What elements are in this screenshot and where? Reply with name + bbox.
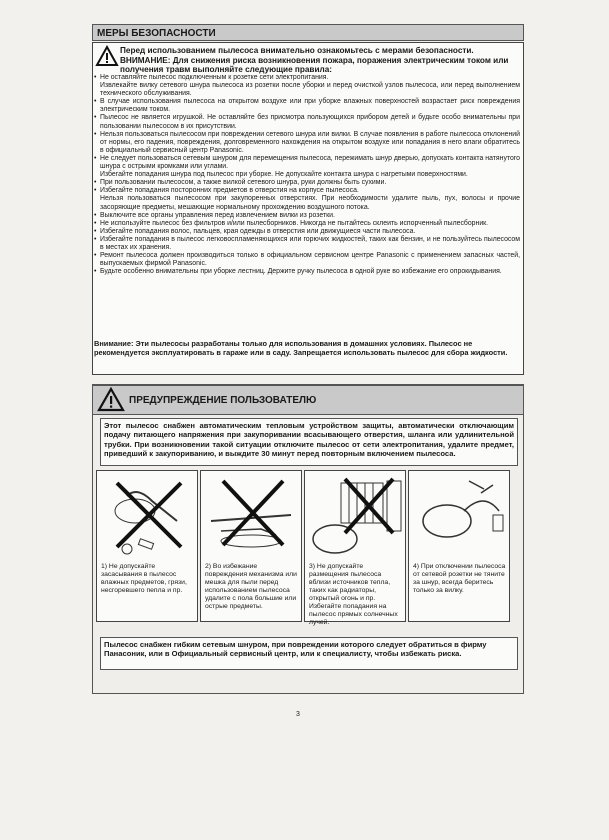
list-item: • Не оставляйте пылесос подключенным к розетке сети электропитания. Извлекайте вилку сетевого шнура пылесоса из розетки после уборки и перед очисткой узлов пылесоса, или перед выполнением технического обслуживания. [94,74,520,98]
crossed-out-heater-icon [305,471,407,561]
panel-caption: 4) При отключении пылесоса от сетевой розетки не тяните за шнур, всегда беритесь только за вилку. [413,563,506,594]
safety-section-title: МЕРЫ БЕЗОПАСНОСТИ [92,24,524,41]
crossed-out-suction-icon [97,471,199,561]
list-item: • Избегайте попадания посторонних предметов в отверстия на корпусе пылесоса. Нельзя пользоваться пылесосом при закупоренных отверстиях. При необходимости удалите пыль, пух, волосы и прочие засоряющие предметы, мешающие нормальному прохождению воздушного потока. [94,187,520,211]
warning-triangle-icon [96,46,118,66]
list-item: • Не используйте пылесос без фильтров и/или пылесборников. Никогда не пытайтесь склеить испорченный пылесборник. [94,220,520,228]
safety-intro-line: Перед использованием пылесоса внимательно ознакомьтесь с мерами безопасности. [120,46,474,55]
list-item: • Будьте особенно внимательны при уборке лестниц. Держите ручку пылесоса в одной руке во избежание его опрокидывания. [94,268,520,276]
crossed-out-sharp-objects-icon [201,471,303,561]
safety-note: Внимание: Эти пылесосы разработаны только для использования в домашних условиях. Пылесос не рекомендуется эксплуатировать в гараже или в саду. Запрещается использовать пылесос для сбора жидкости. [94,339,508,357]
safety-intro [120,46,520,75]
list-item: • Нельзя пользоваться пылесосом при повреждении сетевого шнура или вилки. В случае появления в работе пылесоса отклонений от нормы, его падения, повреждения, долговременного нахождения на открытом воздухе или попадания в него влаги обратитесь в официальный сервисный центр Panasonic. [94,131,520,155]
illustration-panel-1 [96,470,198,622]
list-item: • Избегайте попадания в пылесос легковоспламеняющихся или горючих жидкостей, таких как бензин, и не пользуйтесь пылесосом в местах их хранения. [94,236,520,252]
safety-rules-list [94,74,520,276]
thermal-warning-text: Этот пылесос снабжен автоматическим тепловым устройством защиты, автоматически отключающим подачу питающего напряжения при закупоривании всасывающего отверстия, шланга или удлинительной трубки. При возникновении такой ситуации отключите пылесос от сети электропитания, удалите предмет, приведший к закупориванию, и выждите 30 минут перед повторным включением пылесоса. [104,421,514,458]
warning-triangle-icon [98,388,124,411]
list-item: • В случае использования пылесоса на открытом воздухе или при уборке влажных поверхностей возрастает риск повреждения электрическим током. [94,98,520,114]
list-item: • Не следует пользоваться сетевым шнуром для перемещения пылесоса, пережимать шнур дверью, допускать контакта натянутого шнура с острыми кромками или углами. Избегайте попадания шнура под пылесос при уборке. Не допускайте контакта шнура с нагретыми поверхностями. [94,155,520,179]
list-item: • При пользовании пылесосом, а также вилкой сетевого шнура, руки должны быть сухими. [94,179,520,187]
list-item: • Пылесос не является игрушкой. Не оставляйте без присмотра пользующихся прибором детей и будьте особо внимательны при пользовании пылесосом в их присутствии. [94,114,520,130]
unplug-icon [409,471,511,561]
panel-caption: 1) Не допускайте засасывания в пылесос влажных предметов, грязи, несгоревшего пепла и пр. [101,563,187,594]
list-item: • Выключите все органы управления перед извлечением вилки из розетки. [94,212,520,220]
hose-note-text: Пылесос снабжен гибким сетевым шнуром, при повреждении которого следует обратиться в фирму Панасоник, или в Официальный сервисный центр, или к специалисту, чтобы избежать риска. [104,640,487,659]
illustration-panel-2 [200,470,302,622]
list-item: • Ремонт пылесоса должен производиться только в официальном сервисном центре Panasonic с применением запасных частей, выпускаемых фирмой Panasonic. [94,252,520,268]
illustration-panel-4 [408,470,510,622]
user-warning-title: ПРЕДУПРЕЖДЕНИЕ ПОЛЬЗОВАТЕЛЮ [92,385,524,415]
list-item: • Избегайте попадания волос, пальцев, края одежды в отверстия или движущиеся части пылесоса. [94,228,520,236]
panel-caption: 3) Не допускайте размещения пылесоса вблизи источников тепла, таких как радиаторы, открытый огонь и пр. Избегайте попадания на пылесос прямых солнечных лучей. [309,563,398,626]
page-number: 3 [296,711,300,718]
safety-intro-warning: ВНИМАНИЕ: Для снижения риска возникновения пожара, поражения электрическим током или получения травм выполняйте следующие правила: [120,55,509,75]
illustration-panel-3 [304,470,406,626]
panel-caption: 2) Во избежание повреждения механизма или мешка для пыли перед использованием пылесоса удалите с пола большие или острые предметы. [205,563,297,610]
